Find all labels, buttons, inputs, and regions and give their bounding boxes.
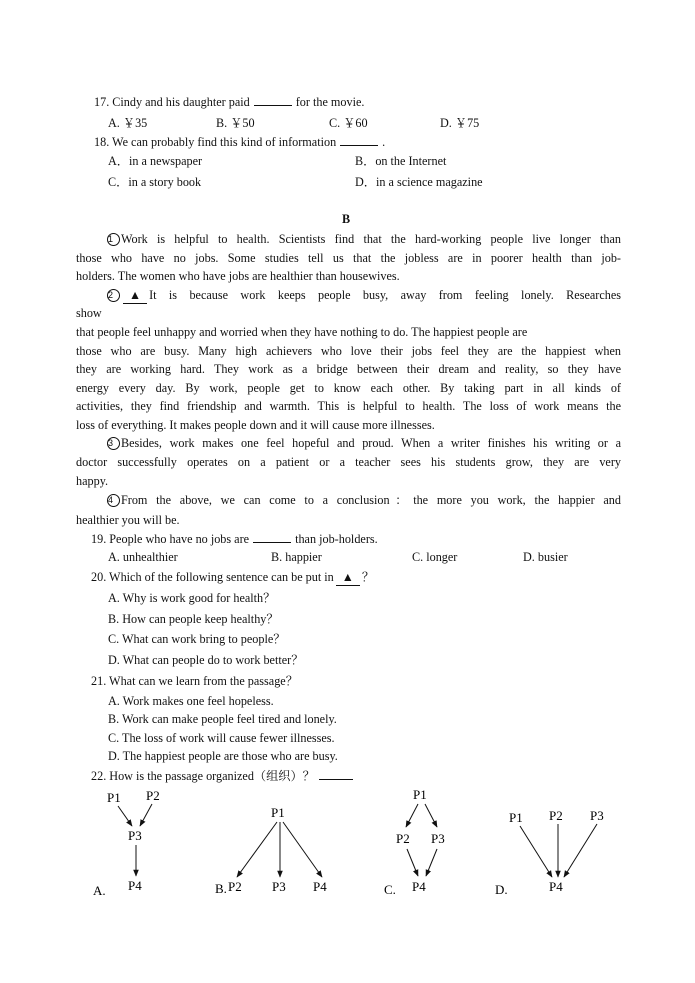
arrow: [140, 804, 152, 826]
q21-option-a: A. Work makes one feel hopeless.: [108, 694, 274, 708]
node-p2: P2: [228, 879, 242, 894]
node-p1: P1: [509, 810, 523, 825]
passage-p2-line: loss of everything. It makes people down and it will cause more illnesses.: [76, 418, 435, 432]
passage-p4-line: healthier you will be.: [76, 513, 180, 527]
question-20-stem: 20. Which of the following sentence can be put in ▲ ？: [91, 570, 375, 584]
q18-option-d: D．in a science magazine: [355, 175, 483, 189]
passage-p1-line: 1 Work is helpful to health. Scientists find that the hard-working people live longer than: [108, 232, 621, 246]
q20-option-d: D. What can people do to work better？: [108, 653, 304, 667]
q18-option-a: A．in a newspaper: [108, 154, 203, 168]
passage-p2-line: activities, they find friendship and warmth. This is helpful to health. The loss of work means the: [76, 399, 621, 413]
q19-option-b: B. happier: [271, 550, 322, 564]
node-p3: P3: [590, 808, 604, 823]
passage-p4-line: 4 From the above, we can come to a conclusion：the more you work, the happier and: [108, 493, 621, 507]
diagram-letter-c: C.: [384, 882, 396, 897]
question-18-stem: 18. We can probably find this kind of information .: [94, 135, 386, 149]
circled-number-2: 2: [107, 289, 120, 302]
node-p2: P2: [396, 831, 410, 846]
question-21-stem: 21. What can we learn from the passage？: [91, 674, 298, 688]
answer-blank[interactable]: [319, 769, 353, 780]
arrow: [564, 824, 597, 877]
q17-option-a: A. ￥35: [108, 116, 148, 130]
diagram-letter-d: D.: [495, 882, 508, 897]
question-19-stem: 19. People who have no jobs are than job-holders.: [91, 532, 378, 546]
passage-p3-line: doctor successfully operates on a patient or a teacher sees his students grow, they are very: [76, 455, 621, 469]
passage-p2-line: 2 ▲ It is because work keeps people busy, away from feeling lonely. Researches: [108, 288, 621, 302]
node-p4: P4: [412, 879, 426, 894]
node-p1: P1: [271, 805, 285, 820]
passage-p1-line: holders. The women who have jobs are healthier than housewives.: [76, 269, 400, 283]
node-p1: P1: [413, 787, 427, 802]
circled-number-1: 1: [107, 233, 120, 246]
diagram-b[interactable]: [215, 805, 327, 896]
q19-option-c: C. longer: [412, 550, 458, 564]
q19-option-d: D. busier: [523, 550, 568, 564]
diagram-letter-a: A.: [93, 883, 106, 898]
q17-option-c: C. ￥60: [329, 116, 368, 130]
arrow: [283, 822, 322, 877]
passage-p1-line: those who have no jobs. Some studies tell us that the jobless are in poorer health than job-: [76, 251, 621, 265]
diagram-letter-b: B.: [215, 881, 227, 896]
passage-p3-line: happy.: [76, 474, 109, 488]
passage-p3-line: 3 Besides, work makes one feel hopeful and proud. When a writer finishes his writing or a: [108, 436, 621, 450]
gap-blank[interactable]: ▲: [336, 569, 360, 586]
q21-option-d: D. The happiest people are those who are busy.: [108, 749, 338, 763]
passage-p2-line: that people feel unhappy and worried when they have nothing to do. The happiest people are: [76, 325, 528, 339]
q20-option-b: B. How can people keep healthy？: [108, 612, 279, 626]
arrow: [237, 822, 277, 877]
node-p4: P4: [313, 879, 327, 894]
q19-option-a: A. unhealthier: [108, 550, 178, 564]
passage-p2-line: show: [76, 306, 102, 320]
q17-option-b: B. ￥50: [216, 116, 255, 130]
circled-number-3: 3: [107, 437, 120, 450]
arrow: [406, 804, 418, 827]
question-22-stem: 22. How is the passage organized（组织）？: [91, 768, 353, 784]
node-p3: P3: [272, 879, 286, 894]
arrow: [425, 804, 437, 827]
passage-p2-line: they are working hard. They work as a bridge between their dream and reality, so they have: [76, 362, 621, 376]
passage-p2-line: energy every day. By work, people get to know each other. By taking part in all kinds of: [76, 381, 621, 395]
node-p2: P2: [549, 808, 563, 823]
node-p1: P1: [107, 790, 121, 805]
answer-blank[interactable]: [254, 95, 292, 106]
q21-option-c: C. The loss of work will cause fewer illnesses.: [108, 731, 335, 745]
passage-p2-line: those who are busy. Many high achievers who love their jobs feel they are the happiest when: [76, 344, 621, 358]
answer-blank[interactable]: [253, 532, 291, 543]
section-title: B: [342, 212, 351, 226]
q18-option-b: B．on the Internet: [355, 154, 447, 168]
arrow: [118, 806, 132, 826]
diagram-a[interactable]: [93, 788, 160, 898]
gap-blank[interactable]: ▲: [123, 287, 147, 304]
q17-option-d: D. ￥75: [440, 116, 480, 130]
node-p3: P3: [128, 828, 142, 843]
arrow: [520, 826, 552, 877]
diagram-d[interactable]: [495, 808, 604, 897]
q21-option-b: B. Work can make people feel tired and lonely.: [108, 712, 337, 726]
q20-option-c: C. What can work bring to people？: [108, 632, 286, 646]
arrow: [426, 849, 437, 876]
question-17-stem: 17. Cindy and his daughter paid for the movie.: [94, 95, 365, 109]
q20-option-a: A. Why is work good for health？: [108, 591, 276, 605]
circled-number-4: 4: [107, 494, 120, 507]
q18-option-c: C．in a story book: [108, 175, 202, 189]
structure-diagrams: [0, 780, 695, 905]
node-p2: P2: [146, 788, 160, 803]
node-p4: P4: [549, 879, 563, 894]
node-p3: P3: [431, 831, 445, 846]
diagram-c[interactable]: [384, 787, 445, 897]
arrow: [407, 849, 418, 876]
answer-blank[interactable]: [340, 135, 378, 146]
node-p4: P4: [128, 878, 142, 893]
